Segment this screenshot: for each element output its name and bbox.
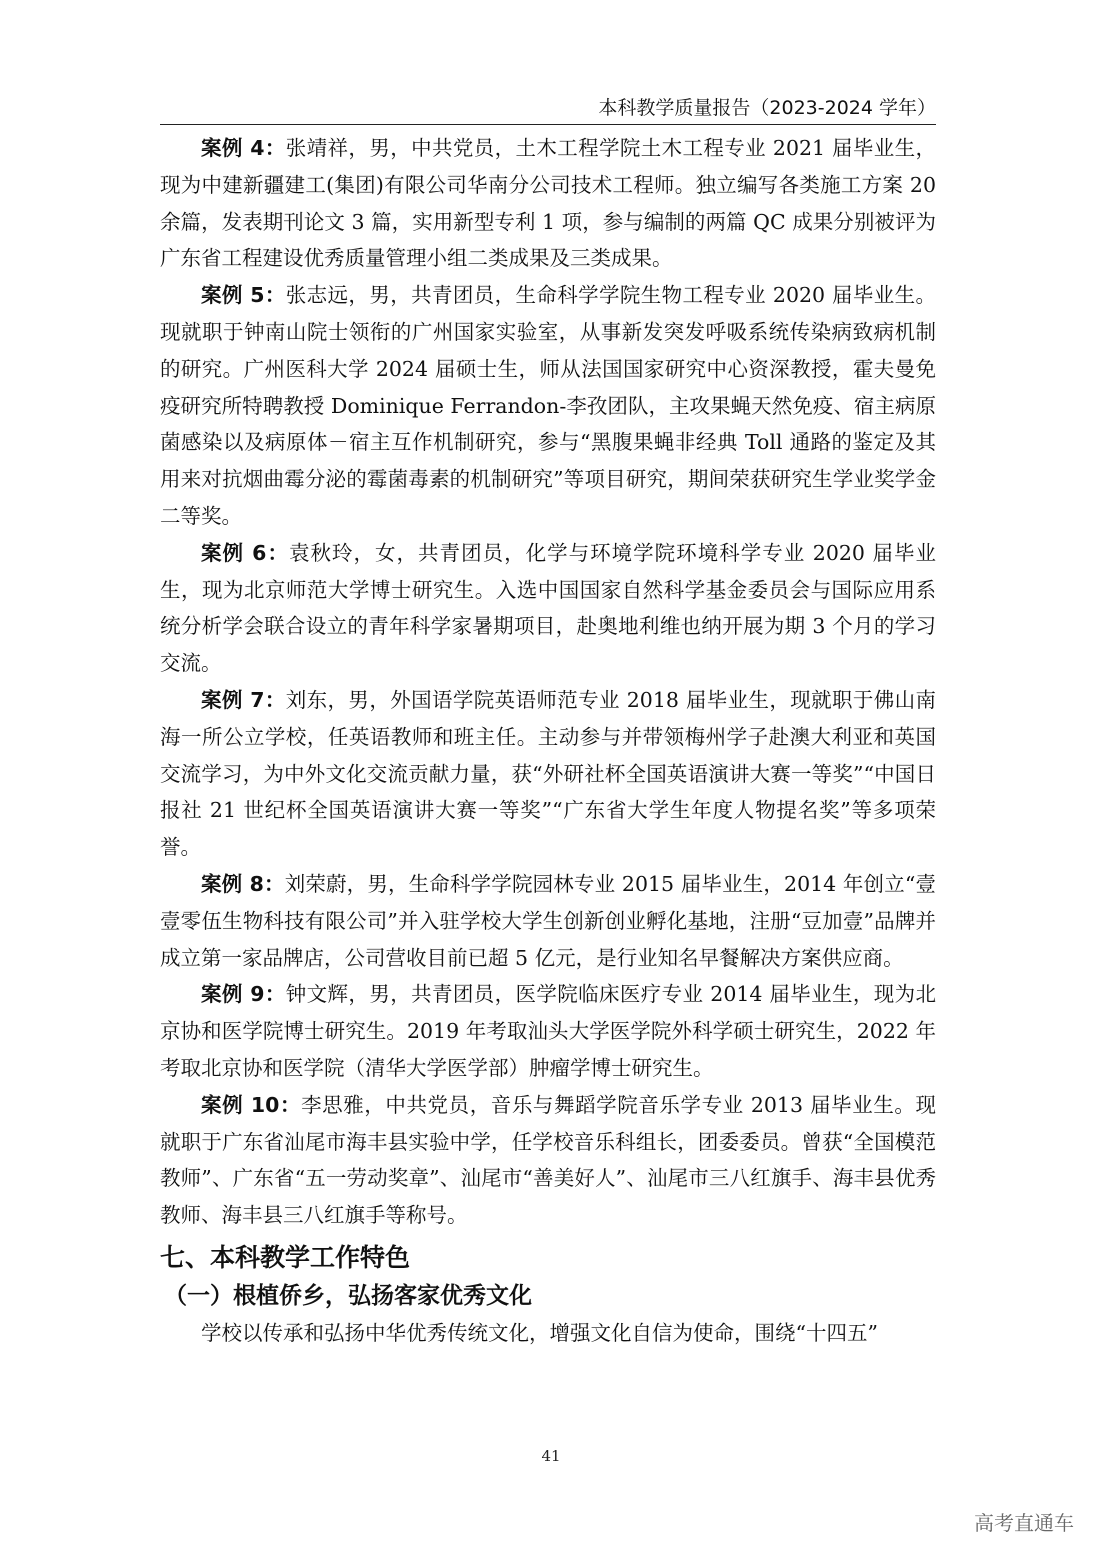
case-paragraph-6 <box>160 535 936 682</box>
case-label: 案例 7： <box>201 687 286 712</box>
case-text: 李思雅，中共党员，音乐与舞蹈学院音乐学专业 2013 届毕业生。现就职于广东省汕尾市海丰县实验中学，任学校音乐科组长，团委委员。曾获“全国模范教师”、广东省“五一劳动奖章”、汕尾市“善美好人”、汕尾市三八红旗手、海丰县优秀教师、海丰县三八红旗手等称号。 <box>160 1092 936 1228</box>
case-text: 刘东，男，外国语学院英语师范专业 2018 届毕业生，现就职于佛山南海一所公立学校，任英语教师和班主任。主动参与并带领梅州学子赴澳大利亚和英国交流学习，为中外文化交流贡献力量，获“外研社杯全国英语演讲大赛一等奖”“中国日报社 21 世纪杯全国英语演讲大赛一等奖”“广东省大学生年度人物提名奖”等多项荣誉。 <box>160 687 936 860</box>
case-label: 案例 4： <box>201 136 286 160</box>
case-label: 案例 10： <box>201 1092 302 1117</box>
case-label: 案例 5： <box>201 283 286 308</box>
case-text: 张志远，男，共青团员，生命科学学院生物工程专业 2020 届毕业生。现就职于钟南山院士领衔的广州国家实验室，从事新发突发呼吸系统传染病致病机制的研究。广州医科大学 2024 届硕士生，师从法国国家研究中心资深教授，霍夫曼免疫研究所特聘教授 Dominique Ferrandon-李孜团队，主攻果蝇天然免疫、宿主病原菌感染以及病原体－宿主互作机制研究，参与“黑腹果蝇非经典 Toll 通路的鉴定及其用来对抗烟曲霉分泌的霉菌毒素的机制研究”等项目研究，期间荣获研究生学业奖学金二等奖。 <box>160 283 936 528</box>
case-text: 钟文辉，男，共青团员，医学院临床医疗专业 2014 届毕业生，现为北京协和医学院博士研究生。2019 年考取汕头大学医学院外科学硕士研究生，2022 年考取北京协和医学院（清华大学医学部）肿瘤学博士研究生。 <box>160 982 936 1080</box>
case-paragraph-8 <box>160 866 936 976</box>
case-label: 案例 8： <box>201 871 285 896</box>
watermark-text: 高考直通车 <box>974 1511 1074 1535</box>
case-paragraph-9 <box>160 976 936 1086</box>
page-header: 本科教学质量报告（2023-2024 学年） <box>598 97 936 119</box>
case-paragraph-7 <box>160 682 936 866</box>
case-text: 张靖祥，男，中共党员，土木工程学院土木工程专业 2021 届毕业生，现为中建新疆建工(集团)有限公司华南分公司技术工程师。独立编写各类施工方案 20 余篇，发表期刊论文 3 篇，实用新型专利 1 项，参与编制的两篇 QC 成果分别被评为广东省工程建设优秀质量管理小组二类成果及三类成果。 <box>160 136 936 271</box>
closing-paragraph: 学校以传承和弘扬中华优秀传统文化，增强文化自信为使命，围绕“十四五” <box>201 1320 878 1345</box>
case-paragraph-5 <box>160 277 936 535</box>
case-label: 案例 6： <box>201 540 289 565</box>
case-paragraph-10 <box>160 1087 936 1234</box>
subsection-title: （一）根植侨乡，弘扬客家优秀文化 <box>164 1282 532 1309</box>
page-content <box>160 130 936 1352</box>
case-label: 案例 9： <box>201 982 286 1007</box>
header-divider <box>160 124 936 125</box>
case-text: 袁秋玲，女，共青团员，化学与环境学院环境科学专业 2020 届毕业生，现为北京师范大学博士研究生。入选中国国家自然科学基金委员会与国际应用系统分析学会联合设立的青年科学家暑期项目，赴奥地利维也纳开展为期 3 个月的学习交流。 <box>160 540 937 676</box>
section-title: 七、本科教学工作特色 <box>160 1242 411 1272</box>
page-number: 41 <box>541 1447 561 1465</box>
case-paragraph-4 <box>160 130 936 277</box>
case-text: 刘荣蔚，男，生命科学学院园林专业 2015 届毕业生，2014 年创立“壹壹零伍生物科技有限公司”并入驻学校大学生创新创业孵化基地，注册“豆加壹”品牌并成立第一家品牌店，公司营收目前已超 5 亿元，是行业知名早餐解决方案供应商。 <box>160 871 937 970</box>
